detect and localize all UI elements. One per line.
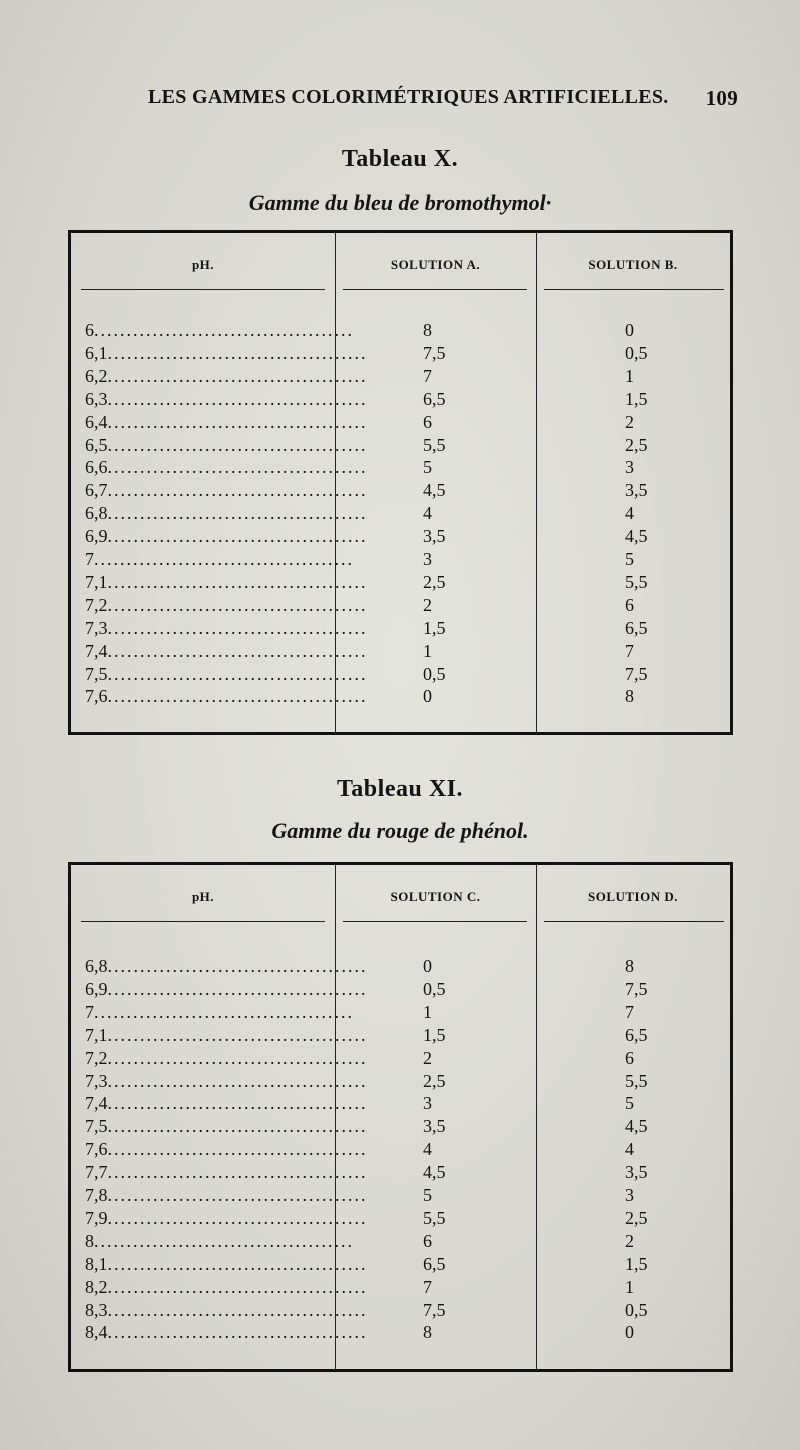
header-solution-b: SOLUTION B. [588,257,678,272]
header-rule [544,921,724,922]
solution-second-value: 7 [625,640,634,661]
table-x-caption: Tableau X. [341,146,459,172]
ph-text: 7,3 [85,1070,108,1091]
solution-first-value: 4,5 [423,480,446,501]
ph-text: 7,6 [85,686,108,707]
table-row [71,1001,730,1023]
ph-value [85,594,368,616]
solution-second-value: 3 [625,457,634,478]
table-row [71,502,730,524]
solution-second-value: 1 [625,1276,634,1297]
ph-value [85,502,368,524]
solution-first-value: 4,5 [423,1162,446,1183]
header-solution-c: SOLUTION C. [390,889,481,904]
solution-first-value: 3 [423,549,432,569]
table-row [71,1024,730,1046]
leader-dots: ........................................ [107,1024,368,1045]
solution-second-value: 7 [625,1001,634,1022]
solution-first-value: 8 [423,1322,432,1343]
solution-second-value: 4,5 [625,1116,648,1137]
solution-second-value: 6 [625,594,634,615]
leader-dots: ........................................ [107,1276,368,1297]
table-row [71,978,730,1000]
solution-first-value: 6 [423,411,432,432]
header-rule [544,289,724,290]
ph-value [85,685,368,707]
table-x-subtitle: Gamme du bleu de bromothymol· [248,190,552,215]
ph-text: 8,1 [85,1253,108,1274]
solution-second-value: 0,5 [625,1299,648,1320]
solution-second-value: 3,5 [625,480,648,501]
leader-dots: ........................................ [107,1116,368,1137]
solution-second-value: 2 [625,411,634,432]
leader-dots: ........................................ [107,1139,368,1160]
solution-second-value: 1,5 [625,1253,648,1274]
ph-value [85,365,368,387]
solution-first-value: 6,5 [423,388,446,409]
solution-second-value: 7,5 [625,978,648,999]
solution-first-value: 5 [423,457,432,478]
ph-value [85,319,354,341]
table-row [71,1070,730,1092]
header-ph: pH. [191,257,215,272]
solution-first-value: 4 [423,503,432,524]
solution-first-value: 1 [423,1001,432,1022]
solution-second-value: 6,5 [625,617,648,638]
ph-text: 7,9 [85,1207,108,1228]
leader-dots: ........................................ [107,1047,368,1068]
ph-value [85,456,368,478]
solution-second-value: 7,5 [625,663,648,684]
table-row [71,1092,730,1114]
ph-text: 7,5 [85,1116,108,1137]
ph-text: 6,8 [85,956,108,976]
solution-second-value: 8 [625,956,634,976]
ph-value [85,1321,368,1343]
solution-first-value: 3,5 [423,1116,446,1137]
leader-dots: ........................................ [107,1185,368,1205]
leader-dots: ........................................ [107,663,368,684]
solution-second-value: 1 [625,365,634,386]
leader-dots: ........................................ [107,457,368,478]
ph-value [85,617,368,639]
ph-value [85,434,368,456]
leader-dots: ........................................ [107,388,368,409]
table-x-header [71,233,730,293]
ph-text: 7,7 [85,1162,108,1183]
ph-value [85,571,368,593]
solution-second-value: 2 [625,1230,634,1251]
table-row [71,525,730,547]
solution-second-value: 6 [625,1047,634,1068]
ph-value [85,342,368,364]
ph-value [85,1115,368,1137]
solution-first-value: 1,5 [423,617,446,638]
table-row [71,365,730,387]
header-rule [343,289,527,290]
table-row [71,594,730,616]
leader-dots: ........................................ [107,571,368,592]
solution-first-value: 5,5 [423,434,446,455]
leader-dots: ........................................ [94,1001,354,1022]
solution-second-value: 2,5 [625,434,648,455]
solution-first-value: 2,5 [423,571,446,592]
ph-value [85,1276,368,1298]
leader-dots: ........................................ [107,594,368,615]
solution-second-value: 4 [625,1139,634,1160]
solution-second-value: 5 [625,1093,634,1114]
header-rule [81,921,325,922]
table-x [68,230,733,735]
ph-value [85,1070,368,1092]
ph-text: 6,9 [85,978,108,999]
solution-second-value: 5 [625,549,634,569]
ph-value [85,411,368,433]
solution-second-value: 6,5 [625,1024,648,1045]
leader-dots: ........................................ [107,342,368,363]
leader-dots: ........................................ [107,617,368,638]
leader-dots: ........................................ [107,526,368,547]
ph-value [85,955,368,977]
ph-value [85,1047,368,1069]
solution-second-value: 2,5 [625,1207,648,1228]
table-row [71,1184,730,1206]
solution-first-value: 3,5 [423,526,446,547]
table-xi [68,862,733,1372]
ph-text: 6,9 [85,526,108,547]
ph-text: 7,2 [85,594,108,615]
table-row [71,617,730,639]
table-row [71,1276,730,1298]
header-rule [343,921,527,922]
solution-second-value: 8 [625,686,634,707]
leader-dots: ........................................ [107,1207,368,1228]
ph-text: 8 [85,1230,94,1251]
leader-dots: ........................................ [107,411,368,432]
ph-text: 6,5 [85,434,108,455]
solution-first-value: 0 [423,686,432,707]
table-row [71,548,730,570]
ph-value [85,1207,368,1229]
ph-value [85,479,368,501]
ph-text: 7,4 [85,1093,108,1114]
leader-dots: ........................................ [107,1162,368,1183]
ph-value [85,1184,368,1206]
table-row [71,1299,730,1321]
solution-first-value: 3 [423,1093,432,1114]
ph-value [85,1138,368,1160]
leader-dots: ........................................ [107,640,368,661]
solution-first-value: 7,5 [423,1299,446,1320]
ph-value [85,548,354,570]
table-row [71,571,730,593]
ph-text: 7,2 [85,1047,108,1068]
solution-second-value: 0,5 [625,342,648,363]
solution-first-value: 7,5 [423,342,446,363]
solution-second-value: 5,5 [625,571,648,592]
leader-dots: ........................................ [107,978,368,999]
leader-dots: ........................................ [107,480,368,501]
table-row [71,663,730,685]
ph-text: 7 [85,549,94,569]
leader-dots: ........................................ [107,365,368,386]
table-row [71,388,730,410]
solution-second-value: 4 [625,503,634,524]
table-row [71,1230,730,1252]
ph-value [85,1230,354,1252]
table-row [71,479,730,501]
table-row [71,456,730,478]
running-head [140,86,740,112]
leader-dots: ........................................ [107,1299,368,1320]
leader-dots: ........................................ [107,1093,368,1114]
leader-dots: ........................................ [94,1230,354,1251]
solution-second-value: 5,5 [625,1070,648,1091]
solution-first-value: 2,5 [423,1070,446,1091]
leader-dots: ........................................ [107,686,368,707]
ph-text: 7,6 [85,1139,108,1160]
table-xi-header [71,865,730,925]
header-ph: pH. [191,889,215,904]
header-rule [81,289,325,290]
ph-value [85,1299,368,1321]
ph-text: 7,1 [85,571,108,592]
solution-first-value: 8 [423,320,432,340]
ph-value [85,978,368,1000]
ph-text: 7,4 [85,640,108,661]
table-row [71,1321,730,1343]
leader-dots: ........................................ [107,503,368,524]
ph-value [85,1253,368,1275]
table-xi-caption: Tableau XI. [337,776,463,802]
ph-value [85,1001,354,1023]
solution-first-value: 7 [423,1276,432,1297]
table-row [71,342,730,364]
solution-first-value: 5,5 [423,1207,446,1228]
solution-second-value: 3 [625,1185,634,1205]
ph-text: 7,8 [85,1185,108,1205]
leader-dots: ........................................ [94,320,354,340]
table-row [71,640,730,662]
solution-first-value: 1,5 [423,1024,446,1045]
solution-second-value: 0 [625,1322,634,1343]
leader-dots: ........................................ [107,1322,368,1343]
ph-text: 8,4 [85,1322,108,1343]
table-row [71,1253,730,1275]
table-row [71,319,730,341]
leader-dots: ........................................ [107,1253,368,1274]
ph-text: 6,3 [85,388,108,409]
ph-text: 7,5 [85,663,108,684]
ph-text: 7 [85,1001,94,1022]
header-solution-d: SOLUTION D. [587,889,679,904]
table-row [71,1161,730,1183]
solution-first-value: 6,5 [423,1253,446,1274]
ph-text: 6,6 [85,457,108,478]
ph-text: 6,7 [85,480,108,501]
ph-text: 6,2 [85,365,108,386]
ph-text: 7,3 [85,617,108,638]
ph-text: 6,1 [85,342,108,363]
ph-text: 6,4 [85,411,108,432]
solution-first-value: 7 [423,365,432,386]
table-row [71,685,730,707]
ph-text: 6 [85,320,94,340]
solution-first-value: 1 [423,640,432,661]
solution-first-value: 0,5 [423,663,446,684]
leader-dots: ........................................ [107,1070,368,1091]
ph-value [85,388,368,410]
solution-first-value: 6 [423,1230,432,1251]
ph-text: 8,3 [85,1299,108,1320]
running-title: LES GAMMES COLORIMÉTRIQUES ARTIFICIELLES. [148,86,669,108]
solution-second-value: 0 [625,320,634,340]
solution-second-value: 1,5 [625,388,648,409]
table-row [71,1115,730,1137]
leader-dots: ........................................ [94,549,354,569]
ph-value [85,640,368,662]
leader-dots: ........................................ [107,956,368,976]
table-row [71,1207,730,1229]
table-xi-subtitle: Gamme du rouge de phénol. [271,818,529,843]
solution-first-value: 2 [423,1047,432,1068]
solution-first-value: 2 [423,594,432,615]
table-row [71,434,730,456]
table-row [71,955,730,977]
solution-second-value: 3,5 [625,1162,648,1183]
ph-value [85,663,368,685]
ph-text: 8,2 [85,1276,108,1297]
ph-text: 7,1 [85,1024,108,1045]
table-row [71,1047,730,1069]
ph-value [85,1092,368,1114]
leader-dots: ........................................ [107,434,368,455]
ph-value [85,1161,368,1183]
solution-second-value: 4,5 [625,526,648,547]
header-solution-a: SOLUTION A. [390,257,481,272]
solution-first-value: 4 [423,1139,432,1160]
solution-first-value: 5 [423,1185,432,1205]
ph-value [85,525,368,547]
page-number: 109 [705,86,738,110]
table-row [71,411,730,433]
ph-value [85,1024,368,1046]
ph-text: 6,8 [85,503,108,524]
table-row [71,1138,730,1160]
solution-first-value: 0 [423,956,432,976]
solution-first-value: 0,5 [423,978,446,999]
